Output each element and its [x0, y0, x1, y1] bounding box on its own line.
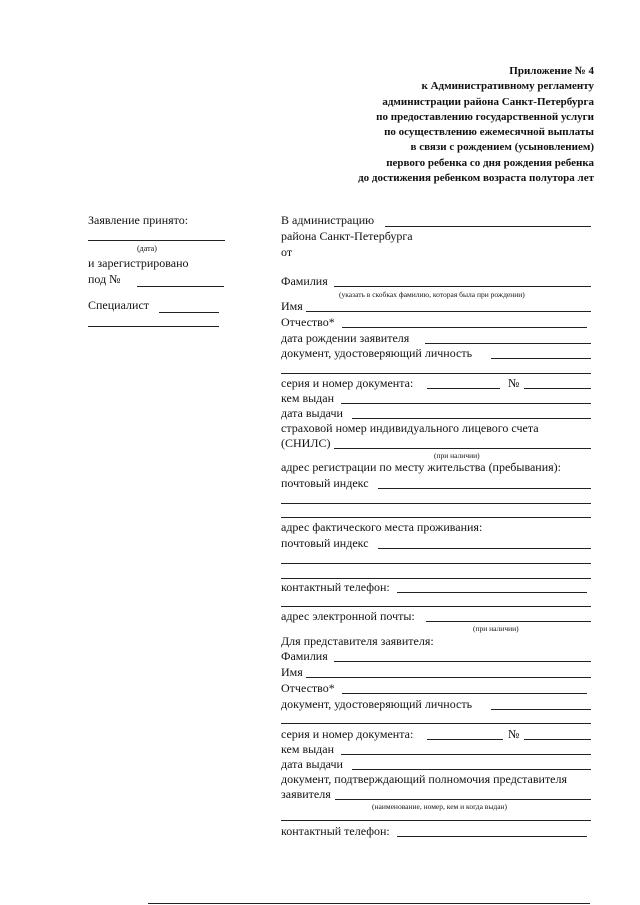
specialist-signature-field[interactable]: [88, 326, 219, 327]
applicant-label: заявителя: [281, 787, 331, 801]
header-line: первого ребенка со дня рождения ребенка: [386, 156, 594, 169]
header-line: администрации района Санкт-Петербурга: [382, 95, 594, 108]
registration-postal-index-field[interactable]: [378, 488, 591, 489]
rep-issue-date-field[interactable]: [352, 769, 591, 770]
header-line: по осуществлению ежемесячной выплаты: [384, 126, 594, 139]
issue-date-label: дата выдачи: [281, 406, 343, 420]
authority-document-field[interactable]: [335, 799, 591, 800]
rep-doc-number-field[interactable]: [524, 739, 591, 740]
rep-issued-by-field[interactable]: [341, 754, 591, 755]
district-label: района Санкт-Петербурга: [281, 229, 413, 243]
appendix-header: [300, 64, 594, 186]
surname-label: Фамилия: [281, 274, 328, 288]
rep-number-sign: №: [508, 727, 520, 741]
email-label: адрес электронной почты:: [281, 609, 415, 623]
registration-number-field[interactable]: [137, 286, 224, 287]
rep-surname-field[interactable]: [334, 661, 591, 662]
from-label: от: [281, 245, 293, 259]
id-document-label: документ, удостоверяющий личность: [281, 346, 473, 360]
specialist-field[interactable]: [159, 312, 219, 313]
number-sign: №: [508, 376, 520, 390]
authority-document-hint: (наименование, номер, кем и когда выдан): [372, 802, 508, 811]
accepted-label: Заявление принято:: [88, 213, 189, 227]
rep-phone-field[interactable]: [397, 836, 587, 837]
rep-name-label: Имя: [281, 665, 303, 679]
patronymic-field[interactable]: [342, 327, 587, 328]
actual-address-label: адрес фактического места проживания:: [281, 520, 483, 534]
issued-by-field[interactable]: [341, 403, 591, 404]
issued-by-label: кем выдан: [281, 391, 335, 405]
doc-series-field[interactable]: [427, 388, 500, 389]
actual-postal-index-field[interactable]: [378, 548, 591, 549]
doc-number-field[interactable]: [524, 388, 591, 389]
postal-index-label: почтовый индекс: [281, 536, 369, 550]
snils-label: страховой номер индивидуального лицевого счета: [281, 421, 539, 435]
actual-address-field[interactable]: [281, 563, 591, 564]
phone-field-continued[interactable]: [281, 606, 591, 607]
email-optional-hint: (при наличии): [473, 624, 519, 633]
to-administration-label: В администрацию: [281, 213, 375, 227]
rep-id-document-field-continued[interactable]: [281, 723, 591, 724]
specialist-label: Специалист: [88, 298, 150, 312]
id-document-field[interactable]: [491, 358, 591, 359]
patronymic-label: Отчество*: [281, 315, 335, 329]
header-line: в связи с рождением (усыновлением): [410, 141, 594, 154]
id-document-field-continued[interactable]: [281, 373, 591, 374]
header-line: к Административному регламенту: [421, 80, 594, 93]
rep-id-document-field[interactable]: [491, 709, 591, 710]
under-number-label: под №: [88, 272, 121, 286]
authority-document-field-continued[interactable]: [281, 820, 591, 821]
rep-surname-label: Фамилия: [281, 649, 328, 663]
issue-date-field[interactable]: [352, 418, 591, 419]
authority-document-label: документ, подтверждающий полномочия представителя: [281, 772, 568, 786]
snils-field[interactable]: [334, 448, 591, 449]
date-hint: (дата): [137, 244, 157, 253]
rep-name-field[interactable]: [306, 677, 591, 678]
registration-address-label: адрес регистрации по месту жительства (пребывания):: [281, 460, 562, 474]
header-line: Приложение № 4: [509, 65, 594, 77]
registration-address-field[interactable]: [281, 503, 591, 504]
doc-series-label: серия и номер документа:: [281, 376, 414, 390]
acceptance-date-field[interactable]: [88, 240, 225, 241]
header-line: по предоставлению государственной услуги: [376, 110, 594, 123]
rep-doc-series-field[interactable]: [427, 739, 503, 740]
birth-date-label: дата рождении заявителя: [281, 331, 410, 345]
name-field[interactable]: [306, 311, 591, 312]
snils-optional-hint: (при наличии): [434, 451, 480, 460]
surname-field[interactable]: [334, 286, 591, 287]
surname-hint: (указать в скобках фамилию, которая была при рождении): [339, 290, 525, 299]
rep-issued-by-label: кем выдан: [281, 742, 335, 756]
rep-patronymic-field[interactable]: [342, 693, 587, 694]
postal-index-label: почтовый индекс: [281, 476, 369, 490]
rep-phone-label: контактный телефон:: [281, 824, 390, 838]
representative-title: Для представителя заявителя:: [281, 634, 434, 648]
administration-field[interactable]: [385, 226, 591, 227]
rep-id-document-label: документ, удостоверяющий личность: [281, 697, 473, 711]
registered-label: и зарегистрировано: [88, 256, 189, 270]
snils-abbr-label: (СНИЛС): [281, 436, 331, 450]
header-line: до достижения ребенком возраста полутора лет: [358, 172, 594, 185]
phone-field[interactable]: [397, 592, 587, 593]
actual-address-field-continued[interactable]: [281, 578, 591, 579]
registration-address-field-continued[interactable]: [281, 517, 591, 518]
rep-doc-series-label: серия и номер документа:: [281, 727, 414, 741]
page-bottom-rule: [148, 903, 590, 904]
birth-date-field[interactable]: [425, 343, 591, 344]
rep-issue-date-label: дата выдачи: [281, 757, 343, 771]
rep-patronymic-label: Отчество*: [281, 681, 335, 695]
email-field[interactable]: [426, 621, 591, 622]
phone-label: контактный телефон:: [281, 580, 390, 594]
name-label: Имя: [281, 299, 303, 313]
